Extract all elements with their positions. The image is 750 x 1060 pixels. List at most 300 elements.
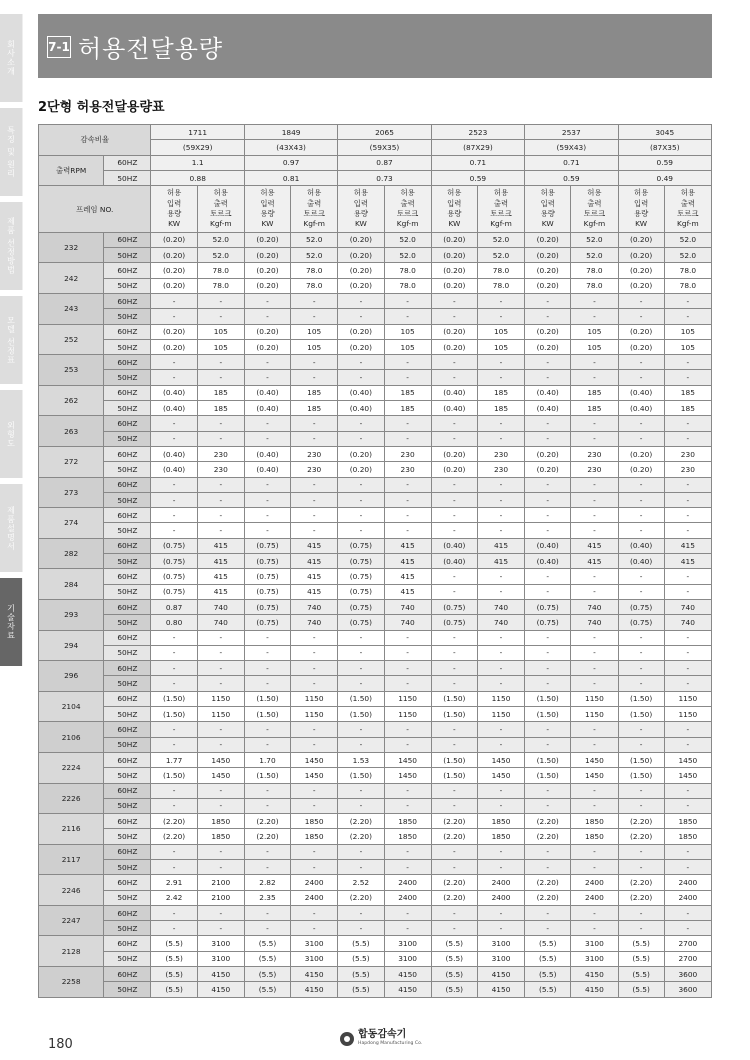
output-torque-value: - — [384, 661, 431, 676]
input-capacity-value: - — [431, 477, 477, 492]
output-torque-value: - — [664, 294, 711, 309]
output-torque-value: - — [571, 676, 618, 691]
output-torque-value: - — [197, 492, 244, 507]
frequency-label: 50HZ — [104, 554, 151, 569]
input-capacity-value: (5.5) — [618, 951, 664, 966]
input-capacity-value: - — [338, 921, 384, 936]
output-torque-value: 740 — [477, 599, 524, 614]
output-torque-value: - — [291, 676, 338, 691]
input-capacity-value: (0.40) — [618, 554, 664, 569]
output-torque-value: - — [571, 477, 618, 492]
output-torque-value: - — [197, 431, 244, 446]
input-capacity-header: 허용 입력 용량 KW — [525, 186, 571, 233]
output-torque-value: 185 — [384, 401, 431, 416]
input-capacity-value: (0.20) — [244, 248, 290, 263]
rpm-value: 0.97 — [244, 155, 337, 170]
input-capacity-value: (0.20) — [338, 462, 384, 477]
input-capacity-value: (2.20) — [431, 875, 477, 890]
input-capacity-value: - — [618, 584, 664, 599]
input-capacity-value: (0.75) — [151, 569, 197, 584]
frequency-label: 50HZ — [104, 951, 151, 966]
output-torque-value: 740 — [571, 615, 618, 630]
output-torque-value: - — [291, 294, 338, 309]
output-torque-value: - — [571, 294, 618, 309]
input-capacity-value: (5.5) — [338, 967, 384, 982]
input-capacity-value: - — [525, 645, 571, 660]
ratio-value: 1711 — [151, 125, 244, 140]
ratio-fraction: (59X35) — [338, 140, 431, 155]
output-torque-value: 78.0 — [664, 278, 711, 293]
output-torque-value: 3100 — [477, 936, 524, 951]
input-capacity-value: (5.5) — [431, 982, 477, 997]
output-torque-value: - — [571, 309, 618, 324]
output-torque-value: - — [197, 508, 244, 523]
input-capacity-value: (0.40) — [338, 401, 384, 416]
input-capacity-value: - — [151, 431, 197, 446]
input-capacity-value: - — [338, 737, 384, 752]
input-capacity-value: - — [151, 737, 197, 752]
output-torque-value: - — [477, 294, 524, 309]
output-torque-value: - — [291, 492, 338, 507]
output-torque-value: 415 — [291, 554, 338, 569]
output-torque-value: 4150 — [477, 982, 524, 997]
output-torque-value: - — [571, 584, 618, 599]
frequency-label: 50HZ — [104, 401, 151, 416]
input-capacity-value: - — [618, 492, 664, 507]
output-torque-value: - — [291, 798, 338, 813]
output-torque-value: - — [384, 921, 431, 936]
input-capacity-value: (0.20) — [525, 446, 571, 461]
output-torque-value: 4150 — [291, 982, 338, 997]
output-torque-value: 52.0 — [477, 248, 524, 263]
output-torque-value: 740 — [571, 599, 618, 614]
table-row — [39, 538, 712, 553]
output-torque-value: 415 — [384, 569, 431, 584]
output-torque-value: 2400 — [291, 890, 338, 905]
frequency-label: 50HZ — [104, 248, 151, 263]
input-capacity-value: - — [151, 905, 197, 920]
input-capacity-value: - — [338, 905, 384, 920]
input-capacity-value: (1.50) — [244, 768, 290, 783]
input-capacity-value: (0.20) — [244, 324, 290, 339]
input-capacity-value: - — [338, 416, 384, 431]
table-row — [39, 492, 712, 507]
output-torque-value: - — [664, 370, 711, 385]
input-capacity-value: (1.50) — [431, 707, 477, 722]
input-capacity-value: - — [618, 431, 664, 446]
output-torque-value: 78.0 — [571, 263, 618, 278]
input-capacity-value: (0.40) — [618, 385, 664, 400]
output-torque-value: 2400 — [571, 890, 618, 905]
input-capacity-value: - — [618, 737, 664, 752]
output-torque-value: - — [477, 798, 524, 813]
frequency-label: 50HZ — [104, 278, 151, 293]
input-capacity-value: (0.40) — [618, 538, 664, 553]
output-torque-value: 2400 — [384, 875, 431, 890]
output-torque-value: - — [477, 584, 524, 599]
input-capacity-value: - — [431, 370, 477, 385]
input-capacity-value: - — [244, 630, 290, 645]
input-capacity-value: - — [151, 859, 197, 874]
output-torque-value: - — [571, 416, 618, 431]
input-capacity-value: - — [618, 921, 664, 936]
output-torque-value: - — [571, 630, 618, 645]
frequency-label: 60HZ — [104, 844, 151, 859]
output-torque-header: 허용 출력 토르크 Kgf-m — [571, 186, 618, 233]
input-capacity-value: (5.5) — [525, 967, 571, 982]
output-torque-value: 415 — [571, 554, 618, 569]
table-row — [39, 814, 712, 829]
input-capacity-value: - — [338, 783, 384, 798]
input-capacity-value: - — [151, 783, 197, 798]
table-row — [39, 554, 712, 569]
input-capacity-value: - — [244, 722, 290, 737]
input-capacity-value: (0.75) — [338, 569, 384, 584]
table-row — [39, 783, 712, 798]
input-capacity-value: - — [244, 477, 290, 492]
output-torque-value: 415 — [571, 538, 618, 553]
input-capacity-value: (2.20) — [431, 890, 477, 905]
frequency-label: 50HZ — [104, 921, 151, 936]
output-torque-value: - — [477, 645, 524, 660]
input-capacity-value: 2.35 — [244, 890, 290, 905]
output-torque-header: 허용 출력 토르크 Kgf-m — [291, 186, 338, 233]
company-logo — [340, 1030, 422, 1048]
output-torque-value: 740 — [477, 615, 524, 630]
input-capacity-value: (0.40) — [431, 538, 477, 553]
output-torque-value: 415 — [291, 569, 338, 584]
output-torque-value: 1450 — [197, 768, 244, 783]
input-capacity-value: (2.20) — [618, 829, 664, 844]
output-torque-value: - — [291, 355, 338, 370]
input-capacity-value: (0.20) — [151, 232, 197, 247]
output-torque-value: - — [477, 431, 524, 446]
output-torque-value: 78.0 — [477, 278, 524, 293]
input-capacity-value: - — [338, 523, 384, 538]
ratio-fraction: (43X43) — [244, 140, 337, 155]
input-capacity-value: (2.20) — [244, 814, 290, 829]
input-capacity-value: - — [618, 859, 664, 874]
input-capacity-value: - — [431, 309, 477, 324]
input-capacity-value: (0.20) — [525, 324, 571, 339]
input-capacity-value: (0.40) — [431, 385, 477, 400]
output-torque-value: - — [571, 905, 618, 920]
input-capacity-value: - — [338, 294, 384, 309]
output-torque-value: - — [477, 508, 524, 523]
table-row — [39, 232, 712, 247]
input-capacity-value: 2.82 — [244, 875, 290, 890]
output-torque-value: 78.0 — [291, 263, 338, 278]
output-torque-value: 52.0 — [664, 248, 711, 263]
table-row — [39, 722, 712, 737]
output-torque-value: - — [664, 523, 711, 538]
output-torque-value: - — [384, 309, 431, 324]
output-torque-value: 1150 — [197, 691, 244, 706]
output-torque-value: - — [197, 523, 244, 538]
input-capacity-value: - — [244, 859, 290, 874]
ratio-fraction: (59X43) — [525, 140, 618, 155]
output-torque-value: 52.0 — [384, 232, 431, 247]
rpm-value: 0.87 — [338, 155, 431, 170]
output-torque-value: - — [384, 294, 431, 309]
table-row — [39, 890, 712, 905]
frequency-label: 60HZ — [104, 232, 151, 247]
input-capacity-value: - — [525, 508, 571, 523]
output-torque-value: 415 — [384, 554, 431, 569]
output-torque-value: 740 — [384, 599, 431, 614]
input-capacity-value: (5.5) — [244, 967, 290, 982]
output-torque-value: - — [291, 370, 338, 385]
input-capacity-value: (0.20) — [618, 446, 664, 461]
ratio-value: 2523 — [431, 125, 524, 140]
output-torque-value: 1450 — [477, 768, 524, 783]
input-capacity-value: (0.75) — [525, 599, 571, 614]
input-capacity-value: 2.91 — [151, 875, 197, 890]
output-torque-value: 740 — [197, 599, 244, 614]
input-capacity-value: - — [525, 309, 571, 324]
input-capacity-value: - — [618, 798, 664, 813]
input-capacity-value: (0.20) — [244, 278, 290, 293]
output-rpm-label: 출력RPM — [39, 155, 104, 186]
input-capacity-value: - — [618, 416, 664, 431]
output-rpm-row — [39, 155, 712, 170]
output-torque-value: - — [384, 508, 431, 523]
input-capacity-value: (0.20) — [618, 339, 664, 354]
output-torque-value: - — [291, 645, 338, 660]
input-capacity-value: (0.40) — [244, 385, 290, 400]
input-capacity-value: (0.40) — [525, 385, 571, 400]
input-capacity-value: - — [151, 294, 197, 309]
output-torque-value: 2400 — [571, 875, 618, 890]
input-capacity-value: (0.20) — [431, 278, 477, 293]
output-torque-header: 허용 출력 토르크 Kgf-m — [477, 186, 524, 233]
rpm-value: 0.88 — [151, 170, 244, 185]
output-torque-value: - — [197, 905, 244, 920]
ratio-fraction: (59X29) — [151, 140, 244, 155]
frequency-label: 60HZ — [104, 967, 151, 982]
output-torque-value: - — [571, 661, 618, 676]
input-capacity-value: (0.20) — [431, 248, 477, 263]
output-torque-value: 230 — [197, 462, 244, 477]
input-capacity-value: (0.20) — [151, 278, 197, 293]
output-torque-value: - — [291, 783, 338, 798]
input-capacity-value: (2.20) — [525, 890, 571, 905]
output-torque-value: 230 — [384, 446, 431, 461]
output-torque-value: - — [477, 859, 524, 874]
output-torque-value: 740 — [664, 615, 711, 630]
input-capacity-value: - — [431, 722, 477, 737]
output-torque-value: 105 — [384, 324, 431, 339]
input-capacity-value: (0.75) — [151, 584, 197, 599]
output-torque-value: - — [477, 569, 524, 584]
input-capacity-value: - — [338, 645, 384, 660]
input-capacity-value: (1.50) — [338, 768, 384, 783]
output-torque-value: 1150 — [571, 691, 618, 706]
output-torque-value: 1450 — [571, 768, 618, 783]
table-row — [39, 829, 712, 844]
ratio-value: 2537 — [525, 125, 618, 140]
input-capacity-value: (0.20) — [525, 248, 571, 263]
input-capacity-value: (0.20) — [151, 339, 197, 354]
table-row — [39, 875, 712, 890]
output-torque-value: - — [197, 844, 244, 859]
table-row — [39, 982, 712, 997]
input-capacity-value: (1.50) — [525, 768, 571, 783]
input-capacity-value: (1.50) — [244, 707, 290, 722]
side-tab-2[interactable] — [0, 108, 23, 196]
output-torque-value: 4150 — [477, 967, 524, 982]
output-torque-value: 1850 — [571, 829, 618, 844]
input-capacity-value: - — [618, 844, 664, 859]
output-torque-value: 1150 — [384, 691, 431, 706]
frequency-label: 60HZ — [104, 294, 151, 309]
output-torque-value: - — [197, 370, 244, 385]
input-capacity-value: - — [431, 783, 477, 798]
output-torque-value: - — [384, 676, 431, 691]
input-capacity-value: (0.40) — [338, 385, 384, 400]
output-torque-value: 1450 — [197, 752, 244, 767]
input-capacity-value: (0.20) — [151, 324, 197, 339]
input-capacity-value: (0.20) — [525, 339, 571, 354]
output-torque-value: 185 — [197, 385, 244, 400]
frame-no-label: 프레임 NO. — [39, 186, 151, 233]
input-capacity-value: - — [338, 355, 384, 370]
input-capacity-value: - — [244, 905, 290, 920]
table-row — [39, 401, 712, 416]
input-capacity-value: (2.20) — [525, 814, 571, 829]
capacity-table — [38, 124, 712, 998]
input-capacity-value: (1.50) — [618, 752, 664, 767]
input-capacity-value: (0.40) — [618, 401, 664, 416]
table-row — [39, 508, 712, 523]
output-torque-value: 1850 — [384, 814, 431, 829]
table-title: 2단형 허용전달용량표 — [38, 100, 165, 115]
output-torque-value: 740 — [291, 599, 338, 614]
output-torque-value: - — [477, 722, 524, 737]
input-capacity-value: (2.20) — [618, 875, 664, 890]
side-tab-7[interactable] — [0, 578, 23, 666]
input-capacity-value: (5.5) — [338, 982, 384, 997]
input-capacity-value: (0.75) — [431, 599, 477, 614]
output-torque-value: 1450 — [571, 752, 618, 767]
output-torque-value: 52.0 — [291, 248, 338, 263]
output-torque-value: 415 — [291, 584, 338, 599]
input-capacity-value: - — [525, 416, 571, 431]
input-capacity-value: (0.20) — [431, 462, 477, 477]
output-torque-value: - — [197, 355, 244, 370]
output-torque-value: - — [477, 661, 524, 676]
output-torque-value: 2100 — [197, 875, 244, 890]
input-capacity-value: - — [525, 523, 571, 538]
output-torque-value: - — [291, 508, 338, 523]
logo-english-name: Hapdong Manufacturing Co. — [358, 1041, 423, 1046]
frequency-label: 50HZ — [104, 645, 151, 660]
output-torque-value: 185 — [477, 401, 524, 416]
input-capacity-value: - — [431, 431, 477, 446]
output-torque-value: 1850 — [571, 814, 618, 829]
side-tab-3[interactable] — [0, 202, 23, 290]
output-torque-value: - — [384, 630, 431, 645]
frequency-label: 60HZ — [104, 569, 151, 584]
frame-number: 272 — [39, 446, 104, 477]
frame-number: 273 — [39, 477, 104, 508]
output-torque-value: - — [477, 921, 524, 936]
rpm-value: 0.49 — [618, 170, 711, 185]
input-capacity-value: - — [525, 921, 571, 936]
input-capacity-value: - — [618, 569, 664, 584]
table-row — [39, 951, 712, 966]
input-capacity-value: (0.20) — [244, 232, 290, 247]
input-capacity-value: (0.20) — [338, 324, 384, 339]
output-torque-value: 1150 — [197, 707, 244, 722]
input-capacity-value: - — [431, 645, 477, 660]
output-torque-value: 4150 — [571, 967, 618, 982]
frequency-label: 50HZ — [104, 859, 151, 874]
frame-number: 263 — [39, 416, 104, 447]
frequency-label: 60HZ — [104, 538, 151, 553]
output-torque-value: 3100 — [291, 936, 338, 951]
frame-number: 2246 — [39, 875, 104, 906]
frequency-label: 60HZ — [104, 752, 151, 767]
frame-number: 243 — [39, 294, 104, 325]
output-torque-value: 52.0 — [477, 232, 524, 247]
output-torque-value: - — [291, 722, 338, 737]
input-capacity-value: - — [618, 355, 664, 370]
output-torque-value: - — [664, 355, 711, 370]
input-capacity-value: (5.5) — [525, 982, 571, 997]
input-capacity-value: (0.20) — [338, 232, 384, 247]
input-capacity-value: - — [525, 905, 571, 920]
input-capacity-value: - — [618, 783, 664, 798]
input-capacity-value: - — [431, 737, 477, 752]
output-torque-value: 740 — [197, 615, 244, 630]
frame-number: 2258 — [39, 967, 104, 998]
output-torque-value: 185 — [571, 385, 618, 400]
output-torque-value: - — [384, 523, 431, 538]
output-torque-value: 3100 — [197, 951, 244, 966]
output-torque-header: 허용 출력 토르크 Kgf-m — [664, 186, 711, 233]
input-capacity-value: - — [338, 661, 384, 676]
input-capacity-value: 0.80 — [151, 615, 197, 630]
frequency-label: 50HZ — [104, 584, 151, 599]
capacity-table-container — [38, 124, 712, 998]
side-tab-5[interactable] — [0, 390, 23, 478]
input-capacity-value: (1.50) — [431, 691, 477, 706]
frame-number: 274 — [39, 508, 104, 539]
table-row — [39, 844, 712, 859]
input-capacity-value: - — [244, 523, 290, 538]
output-torque-value: - — [571, 523, 618, 538]
output-torque-value: - — [477, 737, 524, 752]
output-torque-header: 허용 출력 토르크 Kgf-m — [384, 186, 431, 233]
table-row — [39, 676, 712, 691]
input-capacity-value: - — [431, 630, 477, 645]
output-torque-value: 105 — [664, 339, 711, 354]
input-capacity-value: (0.75) — [151, 554, 197, 569]
input-capacity-value: 1.77 — [151, 752, 197, 767]
input-capacity-value: 1.70 — [244, 752, 290, 767]
input-capacity-value: - — [431, 569, 477, 584]
output-torque-value: - — [197, 921, 244, 936]
side-tab-6[interactable] — [0, 484, 23, 572]
side-tab-1[interactable] — [0, 14, 23, 102]
input-capacity-value: - — [525, 370, 571, 385]
frame-number: 282 — [39, 538, 104, 569]
side-tab-4[interactable] — [0, 296, 23, 384]
input-capacity-value: (0.20) — [151, 263, 197, 278]
table-row — [39, 278, 712, 293]
output-torque-value: 1850 — [664, 829, 711, 844]
